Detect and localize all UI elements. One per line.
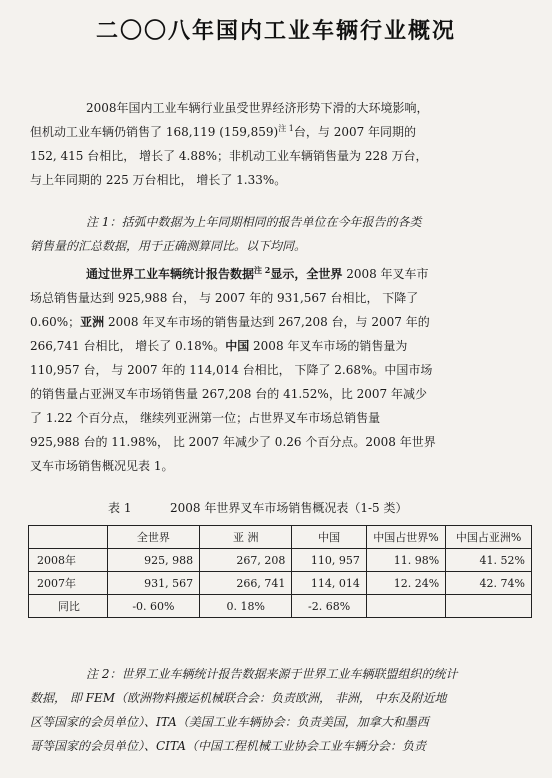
world-line-1-bold: 通过世界工业车辆统计报告数据 xyxy=(86,267,255,281)
forklift-sales-table xyxy=(28,525,532,618)
world-line-3-text-a: 0.60%； xyxy=(30,315,81,329)
world-line-4-text-a: 266,741 台相比， 增长了 0.18%。 xyxy=(30,339,226,353)
note-1-line-1: 注 1：括弧中数据为上年同期相同的报告单位在今年报告的各类 xyxy=(86,215,422,229)
table-cell: 11. 98% xyxy=(366,549,445,572)
table-header-cell: 中国 xyxy=(292,526,366,549)
note-2-line-2: 数据， 即 FEM（欧洲物料搬运机械联合会：负责欧洲， 非洲， 中东及附近地 xyxy=(30,691,447,705)
intro-line-2-text-b: 台，与 2007 年同期的 xyxy=(293,125,417,139)
table-row-label: 2007年 xyxy=(29,572,108,595)
note-2-line-4: 哥等国家的会员单位）、CITA（中国工程机械工业协会工业车辆分会：负责 xyxy=(30,739,426,753)
note-1 xyxy=(30,210,526,258)
world-line-8: 925,988 台的 11.98%， 比 2007 年减少了 0.26 个百分点。2008 年世界 xyxy=(30,435,436,449)
table-cell: 267, 208 xyxy=(200,549,292,572)
table-cell: 41. 52% xyxy=(446,549,532,572)
intro-line-3: 152, 415 台相比， 增长了 4.88%；非机动工业车辆销售量为 228 万台， xyxy=(30,149,428,163)
table-title: 2008 年世界叉车市场销售概况表（1-5 类） xyxy=(170,501,408,515)
footnote-ref-2: 注 2 xyxy=(254,265,271,275)
note-2-line-3: 区等国家的会员单位）、ITA（美国工业车辆协会：负责美国，加拿大和墨西 xyxy=(30,715,429,729)
table-cell: -0. 60% xyxy=(107,595,199,618)
world-line-6: 的销售量占亚洲叉车市场销售量 267,208 台的 41.52%，比 2007 年减少 xyxy=(30,387,427,401)
table-cell: -2. 68% xyxy=(292,595,366,618)
table-cell xyxy=(366,595,445,618)
world-line-3 xyxy=(30,310,526,334)
table-row xyxy=(29,595,532,618)
world-line-4-text-c: 2008 年叉车市场的销售量为 xyxy=(249,339,408,353)
china-label: 中国 xyxy=(225,339,250,353)
asia-label: 亚洲 xyxy=(80,315,105,329)
world-line-4 xyxy=(30,334,526,358)
table-cell: 931, 567 xyxy=(107,572,199,595)
table-row-label: 同比 xyxy=(29,595,108,618)
table-header-cell: 全世界 xyxy=(107,526,199,549)
table-cell: 925, 988 xyxy=(107,549,199,572)
table-cell: 42. 74% xyxy=(446,572,532,595)
table-caption xyxy=(108,499,508,516)
intro-line-2 xyxy=(30,120,526,144)
table-header-cell: 亚 洲 xyxy=(200,526,292,549)
table-row-label: 2008年 xyxy=(29,549,108,572)
world-line-1-bold-b: 显示，全世界 xyxy=(270,267,343,281)
intro-paragraph xyxy=(30,96,526,192)
footnote-ref-1: 注 1 xyxy=(278,124,294,133)
world-line-3-text-c: 2008 年叉车市场的销售量达到 267,208 台，与 2007 年的 xyxy=(104,315,430,329)
table-cell xyxy=(446,595,532,618)
table-row xyxy=(29,549,532,572)
world-line-7: 了 1.22 个百分点， 继续列亚洲第一位；占世界叉车市场总销售量 xyxy=(30,411,381,425)
table-header-cell: 中国占亚洲% xyxy=(446,526,532,549)
table-cell: 110, 957 xyxy=(292,549,366,572)
note-2-line-1: 注 2：世界工业车辆统计报告数据来源于世界工业车辆联盟组织的统计 xyxy=(86,667,458,681)
intro-line-4: 与上年同期的 225 万台相比， 增长了 1.33%。 xyxy=(30,173,287,187)
table-header-cell: 中国占世界% xyxy=(366,526,445,549)
table-cell: 12. 24% xyxy=(366,572,445,595)
note-1-line-2: 销售量的汇总数据，用于正确测算同比。以下均同。 xyxy=(30,239,307,253)
table-cell: 266, 741 xyxy=(200,572,292,595)
note-2 xyxy=(30,662,526,758)
table-number: 表 1 xyxy=(108,501,132,515)
table-row xyxy=(29,572,532,595)
world-market-paragraph xyxy=(30,262,526,478)
table-cell: 0. 18% xyxy=(200,595,292,618)
world-line-9: 叉车市场销售概况见表 1。 xyxy=(30,459,174,473)
world-line-1-text: 2008 年叉车市 xyxy=(342,267,429,281)
table-header-cell xyxy=(29,526,108,549)
world-line-5: 110,957 台， 与 2007 年的 114,014 台相比， 下降了 2.68%。中国市场 xyxy=(30,363,433,377)
table-cell: 114, 014 xyxy=(292,572,366,595)
page-title: 二〇〇八年国内工业车辆行业概况 xyxy=(95,19,456,44)
intro-line-1: 2008年国内工业车辆行业虽受世界经济形势下滑的大环境影响， xyxy=(86,101,429,115)
world-line-2: 场总销售量达到 925,988 台， 与 2007 年的 931,567 台相比， 下降了 xyxy=(30,291,419,305)
intro-line-2-text-a: 但机动工业车辆仍销售了 168,119 (159,859) xyxy=(30,125,279,139)
table-header-row xyxy=(29,526,532,549)
world-line-1 xyxy=(30,262,526,286)
